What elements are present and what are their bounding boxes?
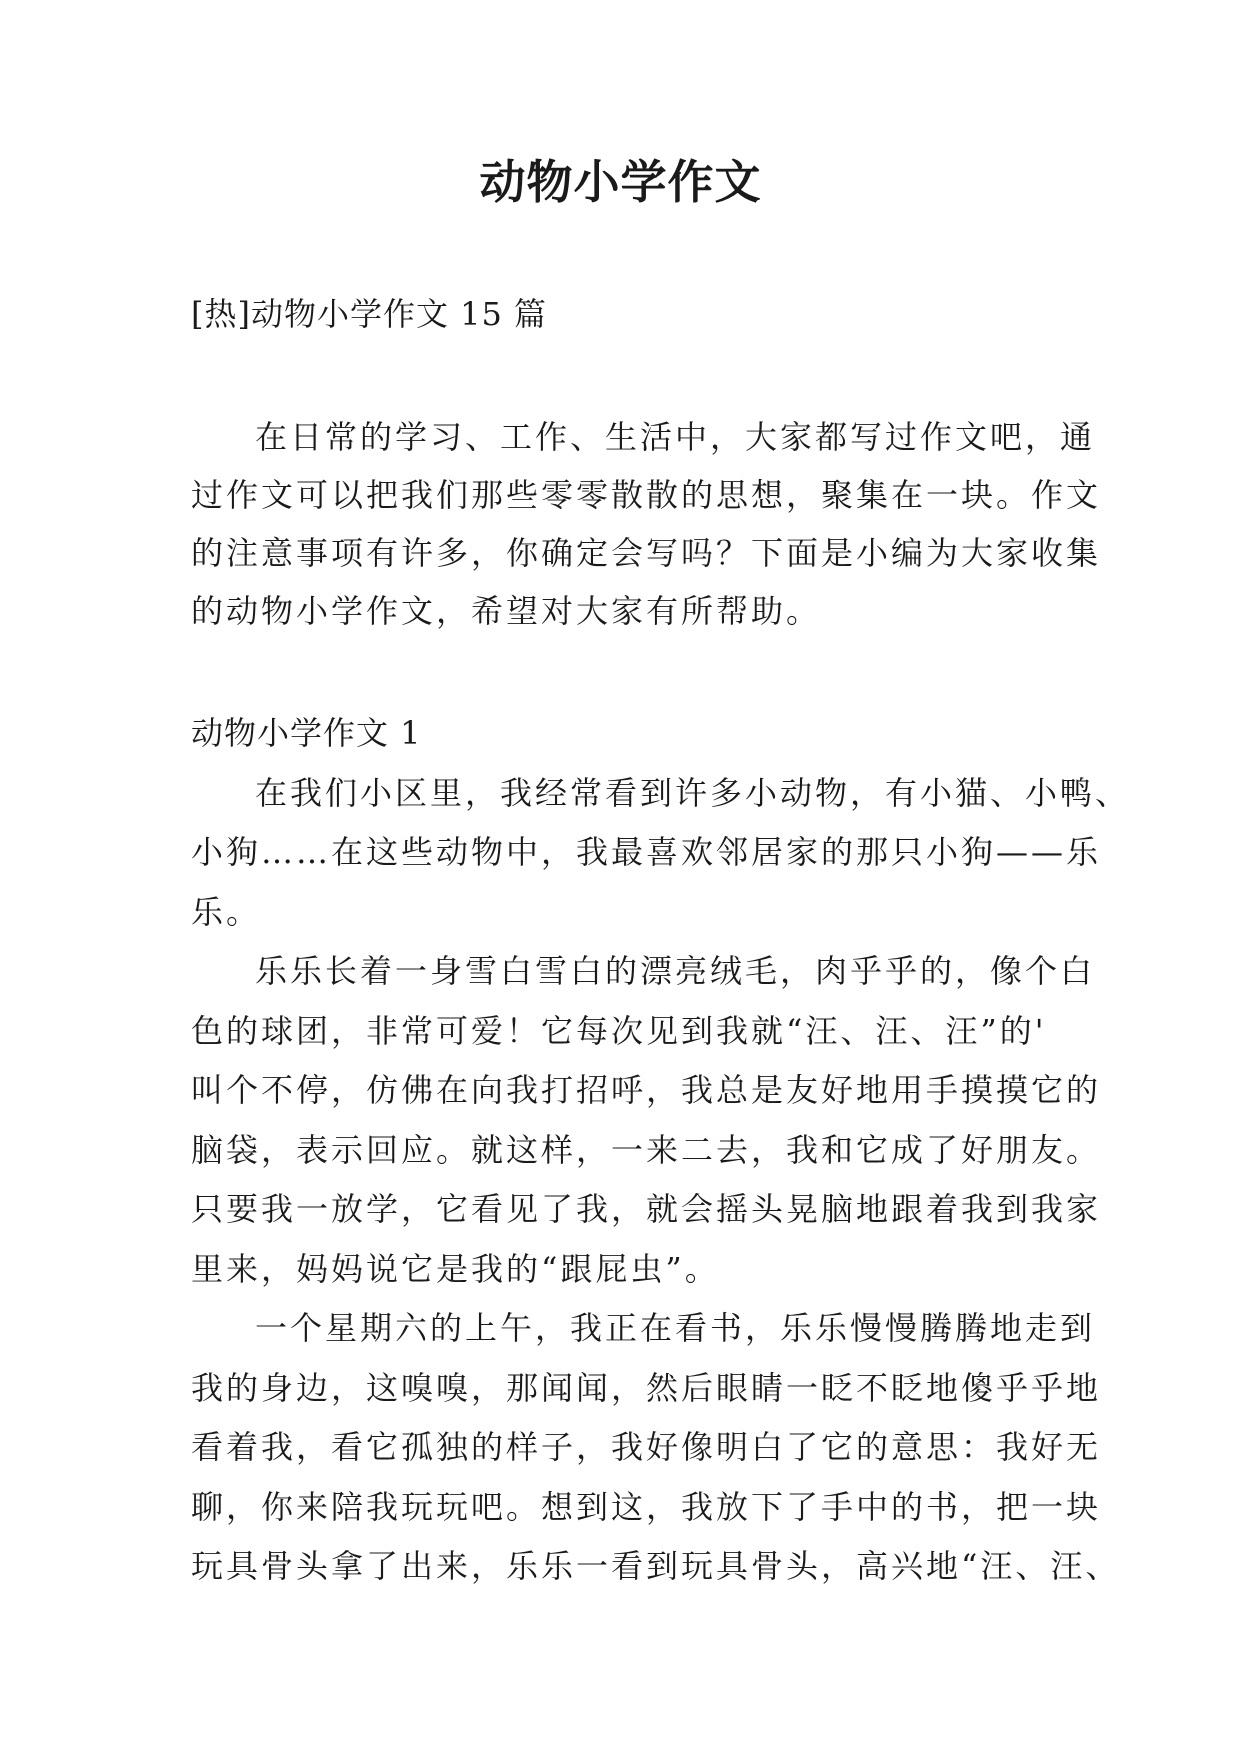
document-title: 动物小学作文	[479, 155, 762, 209]
intro-line: 过作文可以把我们那些零零散散的思想，聚集在一块。作文	[191, 476, 1102, 514]
intro-paragraph	[191, 408, 1102, 640]
essay-line: 我的身边，这嗅嗅，那闻闻，然后眼睛一眨不眨地傻乎乎地	[191, 1368, 1102, 1407]
intro-line: 在日常的学习、工作、生活中，大家都写过作文吧，通	[255, 418, 1096, 456]
document-subtitle: [热]动物小学作文 15 篇	[191, 295, 548, 333]
essay-line: 看着我，看它孤独的样子，我好像明白了它的意思：我好无	[191, 1428, 1102, 1466]
essay-line: 玩具骨头拿了出来，乐乐一看到玩具骨头，高兴地“汪、汪、	[191, 1547, 1121, 1585]
intro-line: 的动物小学作文，希望对大家有所帮助。	[191, 592, 822, 630]
essay-line: 小狗……在这些动物中，我最喜欢邻居家的那只小狗——乐	[191, 833, 1102, 871]
intro-line: 的注意事项有许多，你确定会写吗？下面是小编为大家收集	[191, 534, 1102, 572]
essay-line: 只要我一放学，它看见了我，就会摇头晃脑地跟着我到我家	[191, 1190, 1102, 1228]
essay-line: 叫个不停，仿佛在向我打招呼，我总是友好地用手摸摸它的	[191, 1071, 1102, 1109]
essay-line: 乐乐长着一身雪白雪白的漂亮绒毛，肉乎乎的，像个白	[255, 952, 1096, 990]
essay-line: 里来，妈妈说它是我的“跟屁虫”。	[191, 1249, 720, 1288]
essay-line: 脑袋，表示回应。就这样，一来二去，我和它成了好朋友。	[191, 1130, 1102, 1169]
essay-section	[191, 704, 1131, 1597]
essay-heading: 动物小学作文 1	[191, 714, 422, 752]
essay-line: 在我们小区里，我经常看到许多小动物，有小猫、小鸭、	[255, 773, 1131, 812]
essay-line: 聊，你来陪我玩玩吧。想到这，我放下了手中的书，把一块	[191, 1487, 1102, 1526]
essay-line: 乐。	[191, 892, 262, 931]
essay-line: 一个星期六的上午，我正在看书，乐乐慢慢腾腾地走到	[255, 1309, 1096, 1347]
essay-line: 色的球团，非常可爱！它每次见到我就“汪、汪、汪”的'	[191, 1011, 1047, 1050]
